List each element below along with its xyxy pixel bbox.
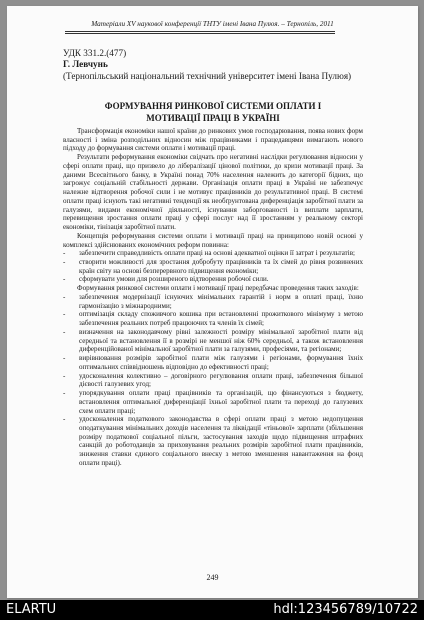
paper-title: [63, 100, 363, 124]
document-page: [7, 6, 418, 598]
body-paragraph: Результати реформування економіки свідчать про негативні наслідки регулювання відносин у сфері оплати праці, що призвело до лібералізації цінової політики, до кризи мотивації праці. За даними Всесвітнього банку, в Україні понад 70% населення належить до категорії бідних, що загрожує соціальній стабільності держави. Організація оплати праці в Україні не забезпечує належне відтворення робочої сили і не мотивує працівників до результативної праці. В системі оплати праці існують такі негативні тенденції як необґрунтована диференціація заробітної плати за галузями, видами економічної діяльності, існування заборгованості із виплати зарплати, перевищення зростання оплати праці у сфері послуг над її зростанням у реальному секторі економіки, тінізація заробітної плати.: [63, 153, 363, 232]
list-item: - удосконалення податкового законодавства в сфері оплати праці з метою недопущення оподаткування мінімальних доходів населення та ліквідації «тіньової» зарплати (збільшення розміру податкової соціальної пільги, застосування заходів щодо підвищення штрафних санкцій до роботодавців за приховування реальних розмірів заробітної плати працівників, зниження ставки єдиного соціального внеску з метою зменшення навантаження на фонд оплати праці).: [63, 415, 363, 467]
list-item: - створити можливості для зростання добробуту працівників та їх сімей до рівня розвинених країн світу на основі безперервного підвищення економіки;: [63, 258, 363, 275]
measures-list: [63, 293, 363, 468]
handle-id: hdl:123456789/10722: [273, 602, 418, 617]
list-item: - забезпечити справедливість оплати праці на основі адекватної оцінки її затрат і результатів;: [63, 249, 363, 258]
list-item: - удосконалення колективно – договірного регулювання оплати праці, забезпечення більшої дієвості галузевих угод;: [63, 372, 363, 389]
udc-code: УДК 331.2.(477): [63, 48, 127, 58]
repository-name: ELARTU: [6, 602, 57, 617]
header-rule-bottom: [65, 33, 335, 34]
author-name: Г. Левчунь: [63, 59, 108, 69]
list-item: - оптимізація складу споживчого кошика при встановленні прожиткового мінімуму з метою забезпечення реальних потреб працюючих та членів їх сімей;: [63, 310, 363, 327]
running-head: Матеріали XV наукової конференції ТНТУ імені Івана Пулюя. – Тернопіль, 2011: [91, 20, 334, 28]
list-item: - вирівнювання розмірів заробітної плати між галузями і регіонами, формування їхніх оптимальних співвідношень відповідно до ефективності праці;: [63, 354, 363, 371]
header-rule-top: [65, 31, 335, 32]
body-paragraph: Формування ринкової системи оплати і мотивації праці передбачає проведення таких заходів:: [77, 284, 359, 293]
page-number: 249: [206, 573, 219, 582]
paper-body: [63, 127, 363, 468]
paper-title-line: МОТИВАЦІЇ ПРАЦІ В УКРАЇНІ: [146, 113, 280, 123]
list-item: - визначення на законодавчому рівні залежності розміру мінімальної заробітної плати від середньої та встановлення її в розмірі не меншої ніж 60% середньої, а також встановлення диференційованої мінімальної заробітної плати за галузями, професіями, та регіонами;: [63, 328, 363, 354]
list-item: - забезпечення модернізації існуючих мінімальних гарантій і норм в оплаті праці, їхню гармонізацію з міжнародними;: [63, 293, 363, 310]
list-item: - сформувати умови для розширеного відтворення робочої сили.: [63, 275, 363, 284]
viewer-status-bar: [0, 600, 424, 620]
list-item: - упорядкування оплати праці працівників та організацій, що фінансуються з бюджету, встановлення оптимальної диференціації їхньої заробітної плати та переході до галузевих схем оплати праці;: [63, 389, 363, 415]
paper-title-line: ФОРМУВАННЯ РИНКОВОЇ СИСТЕМИ ОПЛАТИ І: [104, 101, 322, 111]
author-affiliation: (Тернопільський національний технічний університет імені Івана Пулюя): [63, 71, 352, 81]
body-paragraph: Концепція реформування системи оплати і мотивації праці на принципово новій основі у комплексі здійснюваних економічних реформ повинна:: [63, 231, 363, 249]
requirements-list: [63, 249, 363, 284]
body-paragraph: Трансформація економіки нашої країни до ринкових умов господарювання, поява нових форм власності і зміна розподільних відносин між працівниками і працедавцями вимагають нового підходу до формування системи оплати і мотивації праці.: [63, 127, 363, 153]
